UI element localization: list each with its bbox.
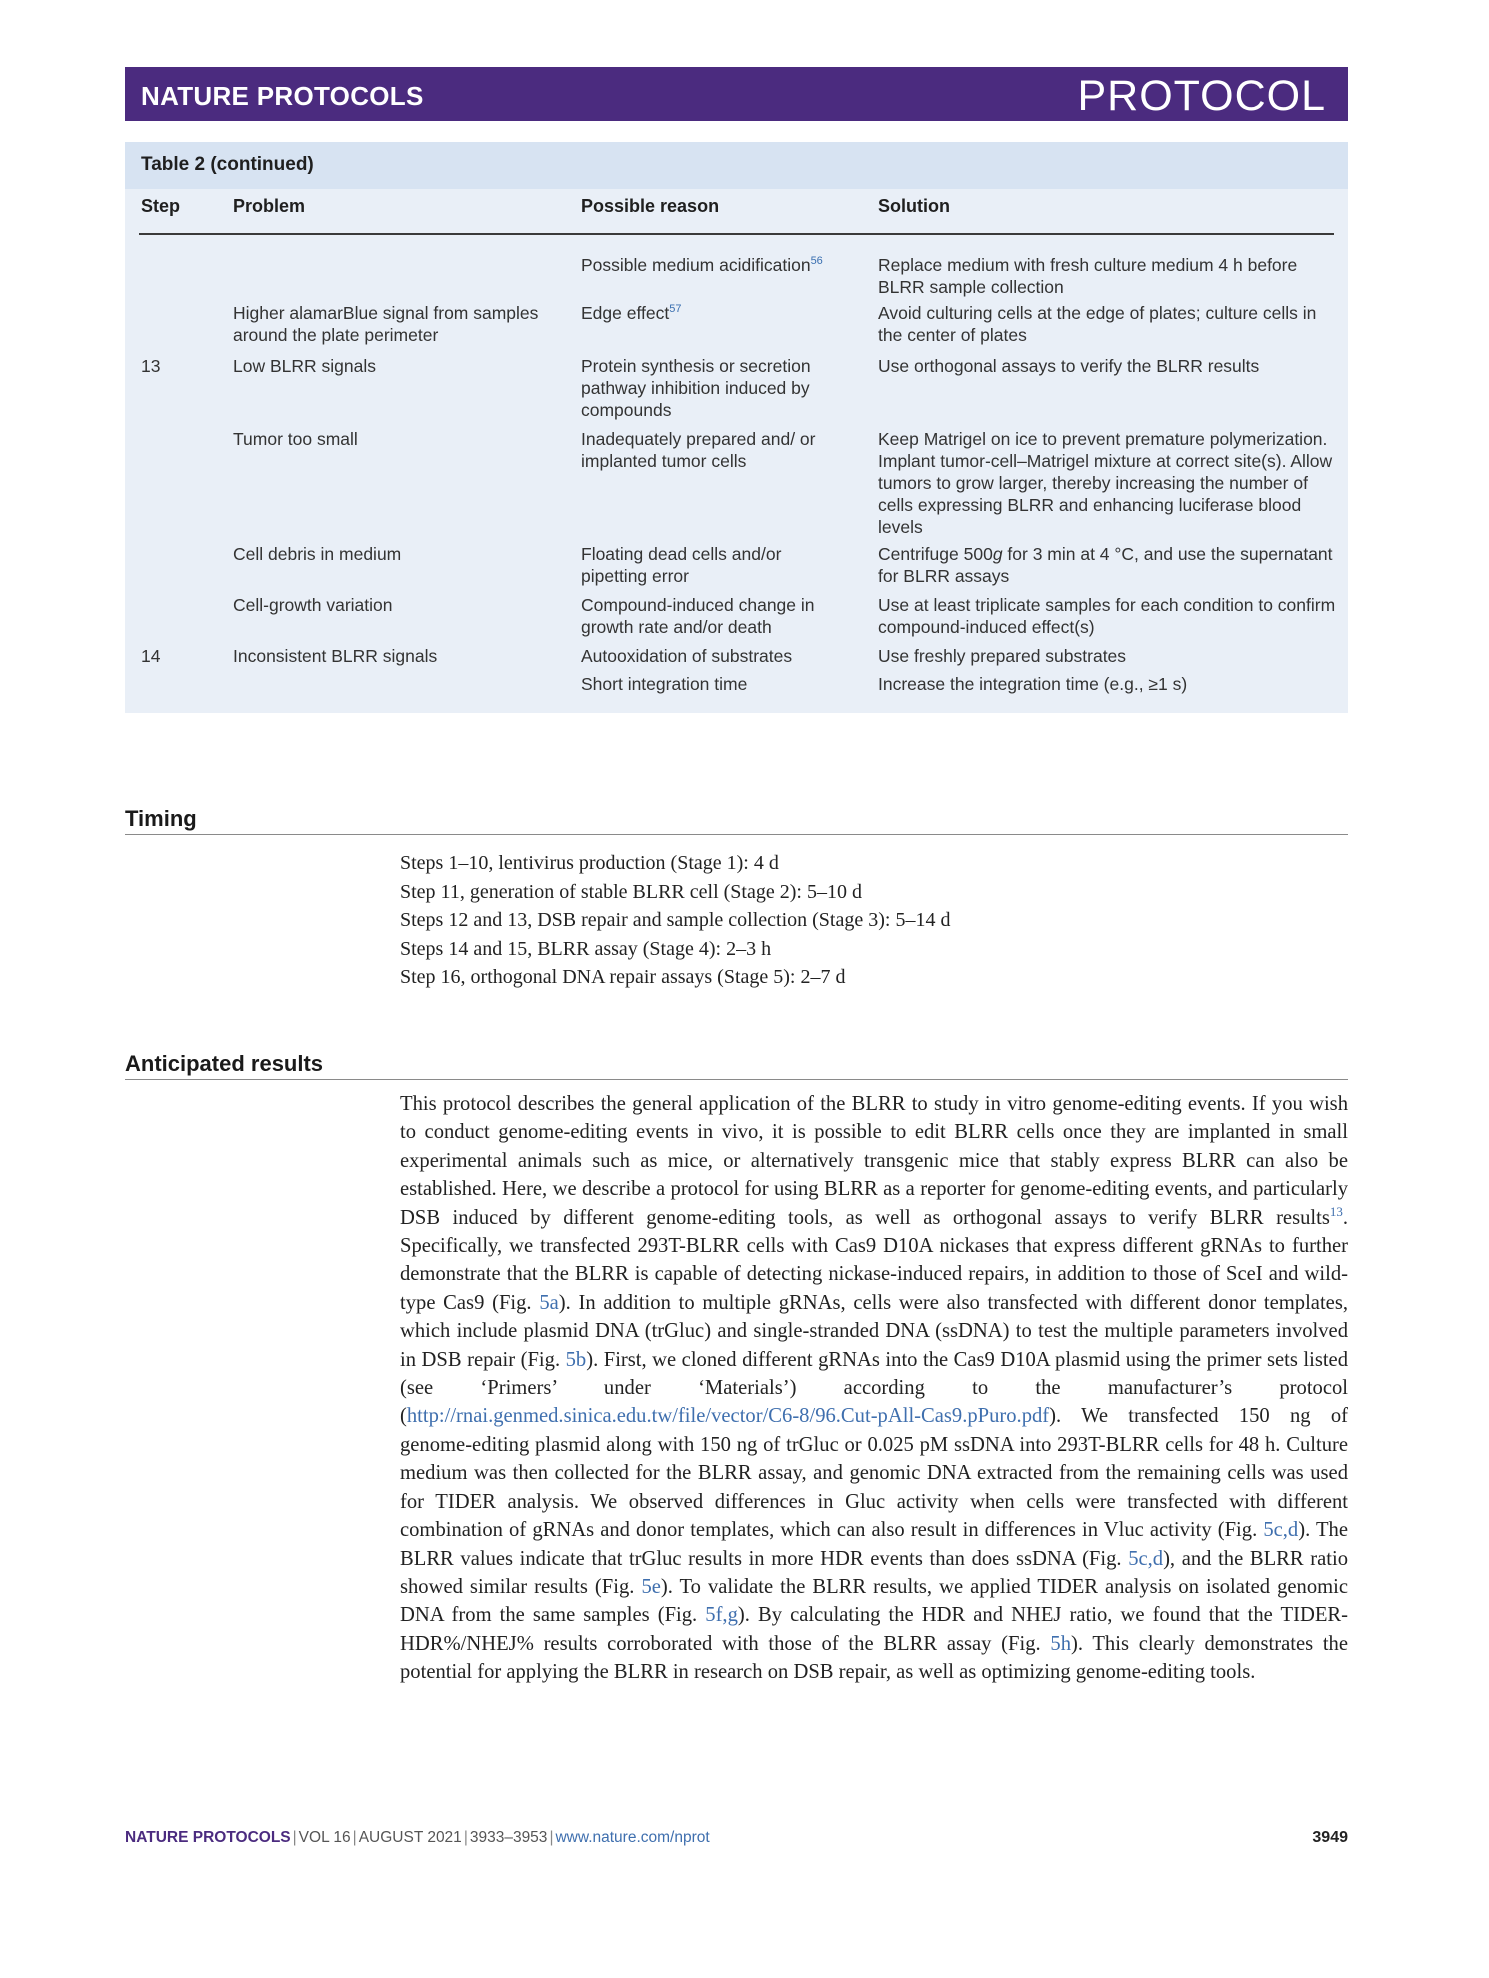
protocol-url-link[interactable]: http://rnai.genmed.sinica.edu.tw/file/vector/C6-8/96.Cut-pAll-Cas9.pPuro.pdf [406, 1405, 1050, 1428]
table-cell-solution: Replace medium with fresh culture medium 4 h before BLRR sample collection [878, 255, 1298, 297]
troubleshooting-table [125, 142, 1348, 713]
column-header-solution: Solution [878, 196, 950, 216]
table-cell-reason: Floating dead cells and/or pipetting error [581, 544, 782, 586]
timing-item: Steps 14 and 15, BLRR assay (Stage 4): 2–3 h [400, 937, 772, 960]
timing-item: Step 11, generation of stable BLRR cell (Stage 2): 5–10 d [400, 880, 862, 903]
table-cell-reason: Edge effect$^{57}$ [581, 303, 682, 323]
table-cell-step: 13 [141, 356, 161, 376]
reference-link[interactable]: 57 [669, 303, 682, 316]
footer-url-link[interactable]: www.nature.com/nprot [555, 1829, 710, 1846]
table-cell-solution: Centrifuge 500g for 3 min at 4 °C, and use the supernatant for BLRR assays [878, 544, 1333, 586]
table-cell-problem: Cell debris in medium [233, 544, 402, 564]
table-cell-reason: Protein synthesis or secretion pathway inhibition induced by compounds [581, 356, 811, 420]
table-cell-reason: Inadequately prepared and/ or implanted tumor cells [581, 429, 816, 471]
reference-link[interactable]: 13 [1329, 1203, 1343, 1219]
journal-header-bar [125, 67, 1348, 121]
footer-pages: 3933–3953 [469, 1829, 548, 1846]
table-cell-solution: Use at least triplicate samples for each condition to confirm compound-induced effect(s) [878, 595, 1336, 637]
table-cell-problem: Low BLRR signals [233, 356, 376, 376]
table-cell-reason: Short integration time [581, 674, 748, 694]
table-cell-solution: Keep Matrigel on ice to prevent premature polymerization. Implant tumor-cell–Matrigel mixture at correct site(s). Allow tumors to grow larger, thereby increasing the number of cells expressing BLRR and enhancing luciferase blood levels [878, 429, 1333, 537]
figure-link[interactable]: 5c,d [1128, 1547, 1164, 1570]
column-header-reason: Possible reason [581, 196, 720, 216]
timing-list [400, 849, 950, 992]
figure-link[interactable]: 5b [565, 1348, 587, 1371]
table-cell-problem: Cell-growth variation [233, 595, 393, 615]
footer-citation: NATURE PROTOCOLS | VOL 16 | AUGUST 2021 | 3933–3953 | www.nature.com/nprot [125, 1829, 710, 1846]
reference-link[interactable]: 56 [810, 255, 823, 268]
table-cell-solution: Increase the integration time (e.g., ≥1 s) [878, 674, 1188, 694]
header-rule [139, 233, 1334, 235]
table-cell-problem: Higher alamarBlue signal from samples around the plate perimeter [233, 303, 539, 345]
table-cell-solution: Avoid culturing cells at the edge of plates; culture cells in the center of plates [878, 303, 1317, 345]
column-header-problem: Problem [233, 196, 306, 216]
journal-name: NATURE PROTOCOLS [141, 81, 424, 111]
article-type: PROTOCOL [1077, 72, 1326, 120]
figure-link[interactable]: 5a [539, 1291, 559, 1314]
table-cell-solution: Use freshly prepared substrates [878, 646, 1127, 666]
footer-journal: NATURE PROTOCOLS [125, 1829, 291, 1846]
anticipated-results-heading: Anticipated results [125, 1051, 324, 1076]
table-caption-bar [125, 142, 1348, 189]
table-cell-reason: Compound-induced change in growth rate and/or death [581, 595, 815, 637]
table-cell-problem: Inconsistent BLRR signals [233, 646, 438, 666]
column-header-step: Step [141, 196, 181, 216]
page-number: 3949 [1312, 1829, 1348, 1846]
footer-date: AUGUST 2021 [358, 1829, 462, 1846]
timing-item: Steps 1–10, lentivirus production (Stage 1): 4 d [400, 852, 779, 874]
table-cell-problem: Tumor too small [233, 429, 358, 449]
timing-heading: Timing [125, 806, 197, 831]
table-cell-reason: Autooxidation of substrates [581, 646, 793, 666]
figure-link[interactable]: 5f,g [705, 1604, 738, 1627]
figure-link[interactable]: 5c,d [1263, 1519, 1299, 1542]
timing-rule [125, 834, 1348, 835]
anticipated-results-rule [125, 1079, 1348, 1080]
anticipated-results-paragraph: This protocol describes the general application of the BLRR to study in vitro genome-editing events. If you wish to conduct genome-editing events in vivo, it is possible to edit BLRR cells once they are implanted in small experimental animals such as mice, or alternatively transgenic mice that stably express BLRR can also be established. Here, we describe a protocol for using BLRR as a reporter for genome-editing events, and particularly DSB induced by different genome-editing tools, as well as orthogonal assays to verify BLRR results$^{13}$. Specifically, we transfected 293T-BLRR cells with Cas9 D10A nickases that express different gRNAs to further demonstrate that the BLRR is capable of detecting nickase-induced repairs, in addition to those of SceI and wild-type Cas9 (Fig. 5a). In addition to multiple gRNAs, cells were also transfected with different donor templates, which include plasmid DNA (trGluc) and single-stranded DNA (ssDNA) to test the multiple parameters involved in DSB repair (Fig. 5b). First, we cloned different gRNAs into the Cas9 D10A plasmid using the primer sets listed (see ‘Primers’ under ‘Materials’) according to the manufacturer’s protocol (http://rnai.genmed.sinica.edu.tw/file/vector/C6-8/96.Cut-pAll-Cas9.pPuro.pdf). We transfected 150 ng of genome-editing plasmid along with 150 ng of trGluc or 0.025 pM ssDNA into 293T-BLRR cells for 48 h. Culture medium was then collected for the BLRR assay, and genomic DNA extracted from the remaining cells was used for TIDER analysis. We observed differences in Gluc activity when cells were transfected with different combination of gRNAs and donor templates, which can also result in differences in Vluc activity (Fig. 5c,d). The BLRR values indicate that trGluc results in more HDR events than does ssDNA (Fig. 5c,d), and the BLRR ratio showed similar results (Fig. 5e). To validate the BLRR results, we applied TIDER analysis on isolated genomic DNA from the same samples (Fig. 5f,g). By calculating the HDR and NHEJ ratio, we found that the TIDER-HDR%/NHEJ% results corroborated with those of the BLRR assay (Fig. 5h). This clearly demonstrates the potential for applying the BLRR in research on DSB repair, as well as optimizing genome-editing tools. [400, 1093, 1349, 1684]
table-cell-reason: Possible medium acidification$^{56}$ [581, 255, 823, 275]
timing-item: Steps 12 and 13, DSB repair and sample collection (Stage 3): 5–14 d [400, 909, 951, 931]
table-cell-solution: Use orthogonal assays to verify the BLRR results [878, 356, 1260, 376]
table-caption: Table 2 (continued) [141, 154, 314, 175]
timing-item: Step 16, orthogonal DNA repair assays (Stage 5): 2–7 d [400, 966, 846, 988]
figure-link[interactable]: 5e [641, 1575, 661, 1598]
table-cell-step: 14 [141, 646, 161, 666]
footer-volume: VOL 16 [298, 1829, 351, 1846]
figure-link[interactable]: 5h [1050, 1632, 1071, 1655]
